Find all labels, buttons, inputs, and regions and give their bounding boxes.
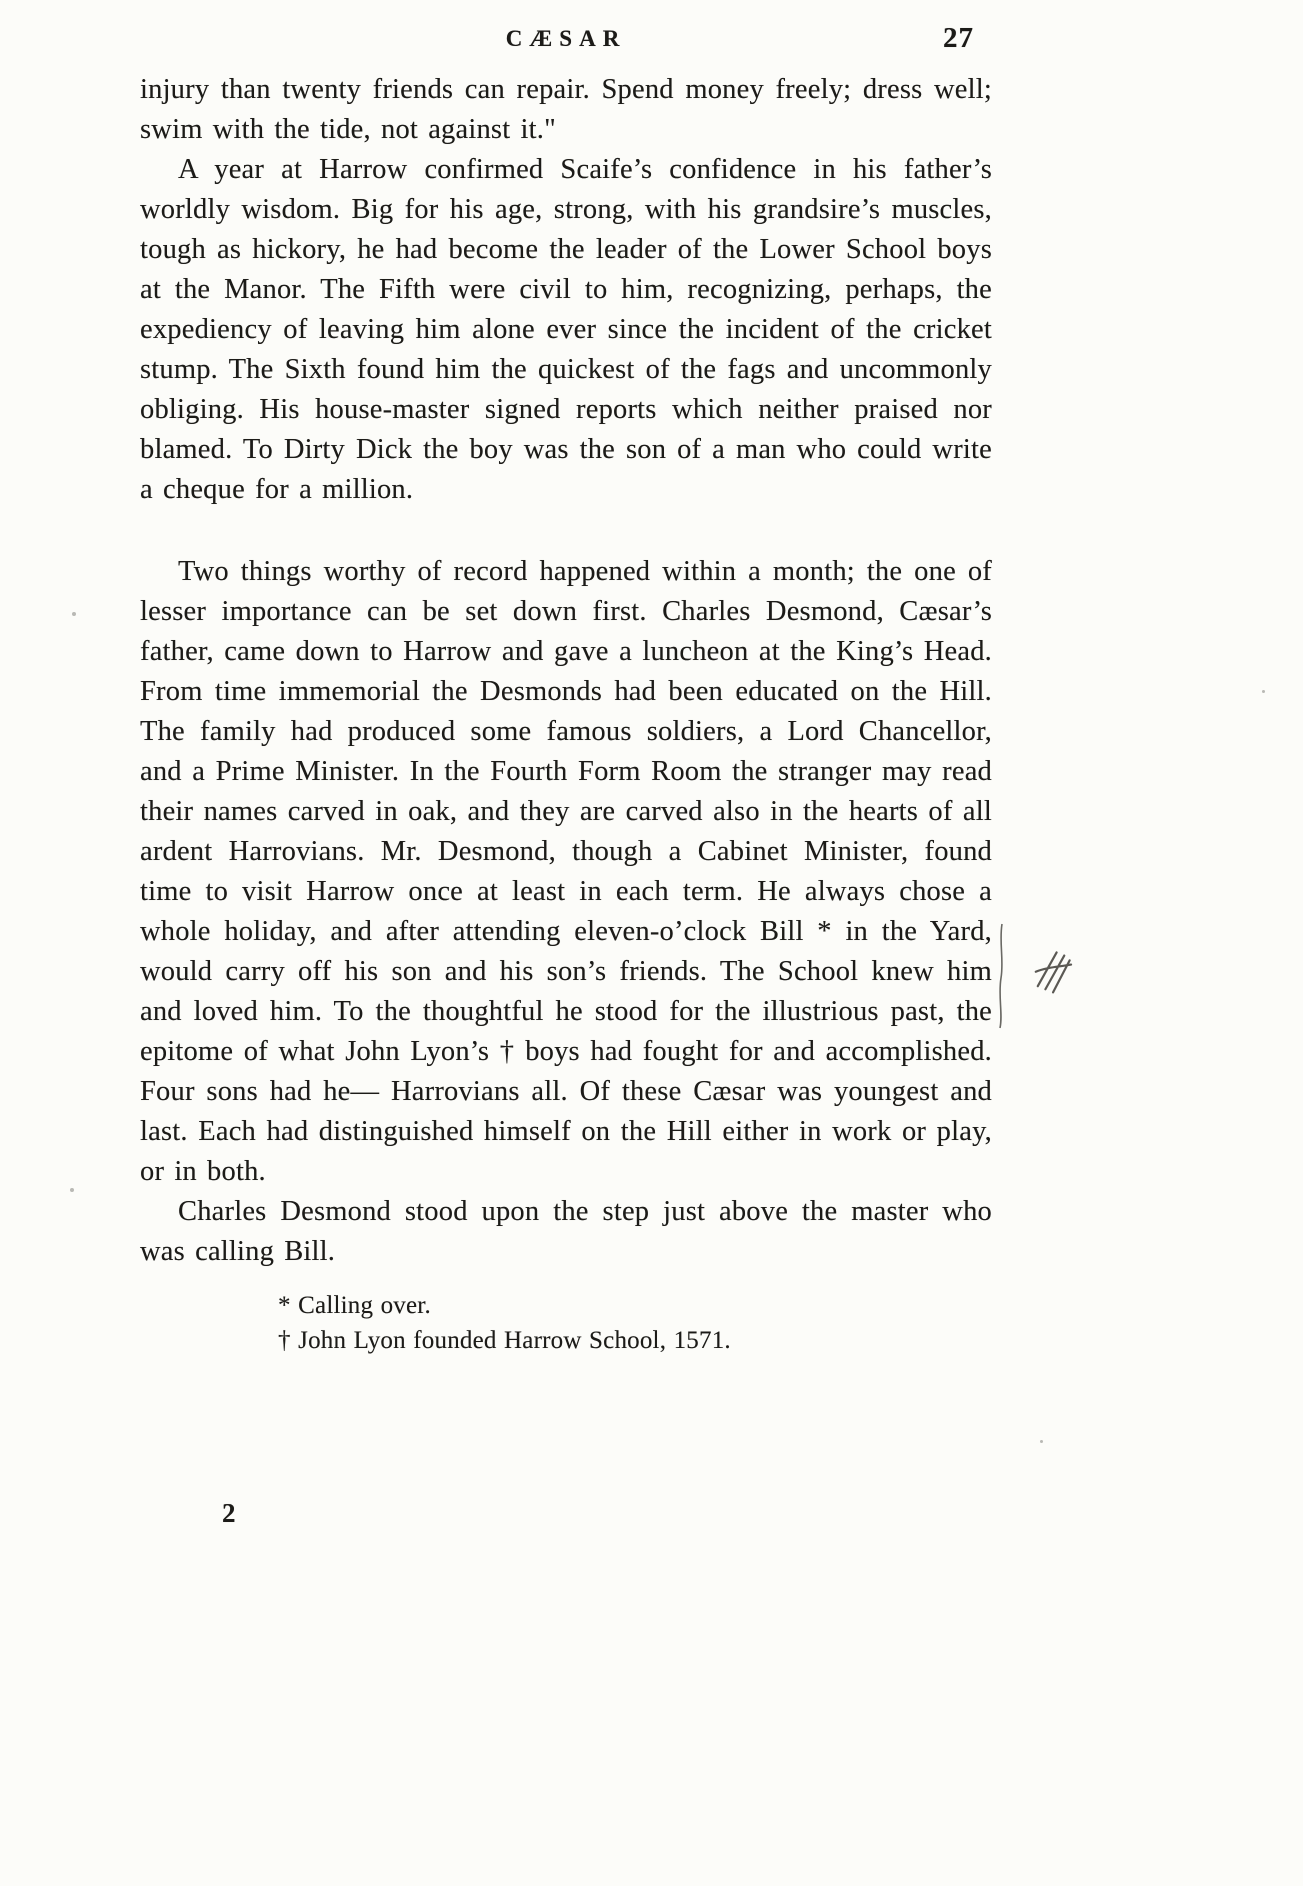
footnote-dagger: † John Lyon founded Harrow School, 1571. [278,1327,731,1354]
footnote-asterisk: * Calling over. [278,1292,431,1319]
scan-speck [1040,1440,1043,1443]
margin-bracket-pen-line [996,922,1006,1030]
footnotes [140,1288,992,1358]
paragraph: Two things worthy of record happened within a month; the one of lesser importance can be set down first. Charles Desmond, Cæsar’s father, came down to Harrow and gave a luncheon at the King’s Head. From time immemorial the Desmonds had been educated on the Hill. The family had produced some famous soldiers, a Lord Chancellor, and a Prime Minister. In the Fourth Form Room the stranger may read their names carved in oak, and they are carved also in the hearts of all ardent Harrovians. Mr. Desmond, though a Cabinet Minister, found time to visit Harrow once at least in each term. He always chose a whole holiday, and after attending eleven-o’clock Bill * in the Yard, would carry off his son and his son’s friends. The School knew him and loved him. To the thoughtful he stood for the illustrious past, the epitome of what John Lyon’s † boys had fought for and accomplished. Four sons had he— Harrovians all. Of these Cæsar was youngest and last. Each had distinguished himself on the Hill either in work or play, or in both. [140,556,992,1187]
scan-speck [70,1188,74,1192]
paragraph-continuation: injury than twenty friends can repair. Spend money freely; dress well; swim with the tide, not against it." [140,74,992,145]
scan-speck [1262,690,1265,693]
text-block [140,70,992,1358]
page-number: 27 [943,22,974,54]
margin-scribble-icon [1027,945,1077,997]
signature-number: 2 [222,1498,236,1528]
running-title: CÆSAR [505,26,627,51]
paragraph: Charles Desmond stood upon the step just above the master who was calling Bill. [140,1196,992,1267]
paragraph: A year at Harrow confirmed Scaife’s confidence in his father’s worldly wisdom. Big for his age, strong, with his grandsire’s muscles, tough as hickory, he had become the leader of the Lower School boys at the Manor. The Fifth were civil to him, recognizing, perhaps, the expediency of leaving him alone ever since the incident of the cricket stump. The Sixth found him the quickest of the fags and uncommonly obliging. His house-master signed reports which neither praised nor blamed. To Dirty Dick the boy was the son of a man who could write a cheque for a million. [140,154,992,505]
scan-speck [72,612,76,616]
running-head [140,22,992,66]
